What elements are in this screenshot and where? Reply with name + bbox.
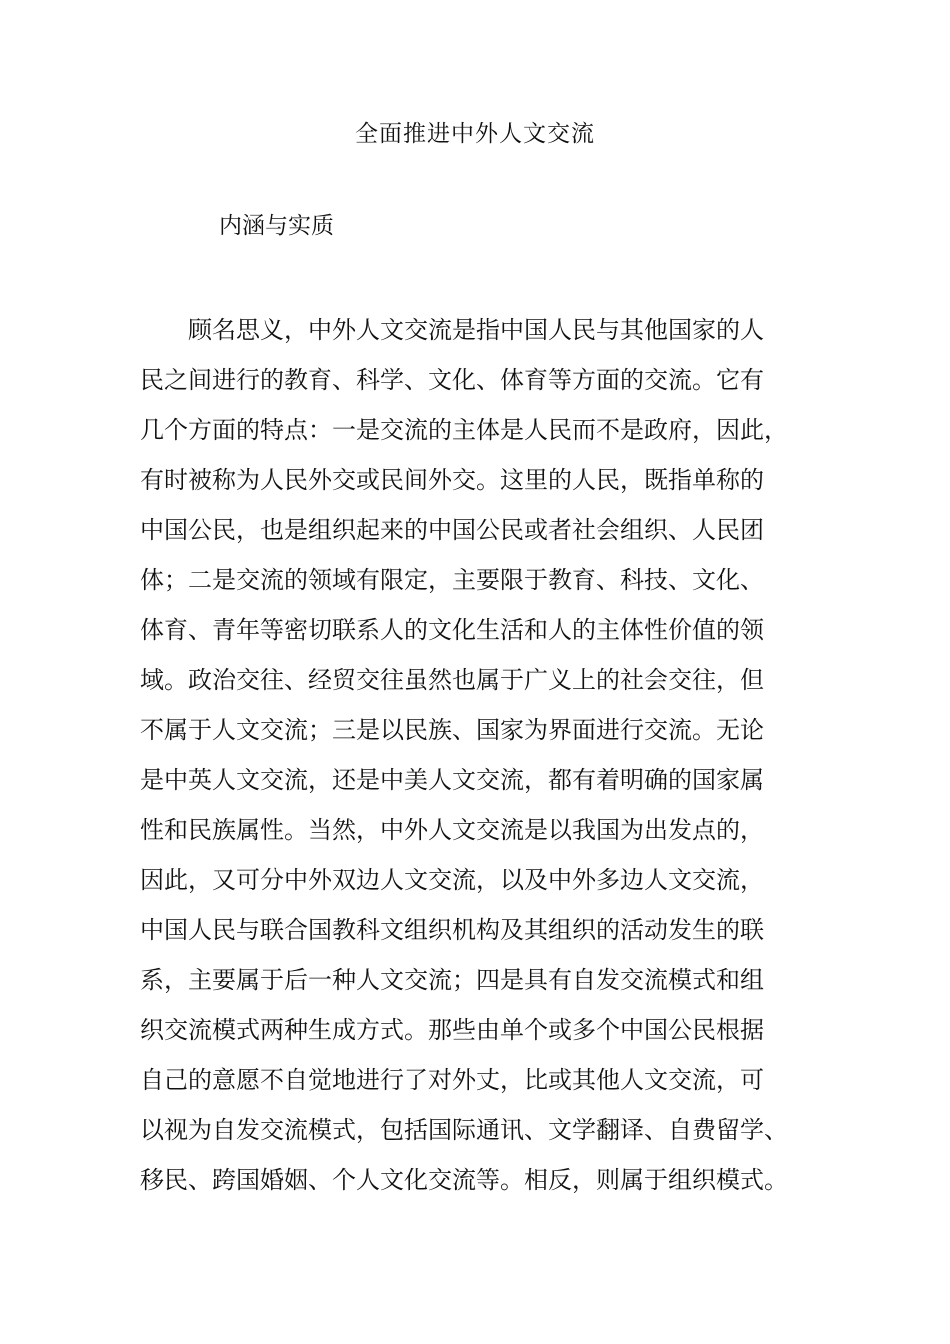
body-line: 织交流模式两种生成方式。那些由单个或多个中国公民根据	[140, 1016, 764, 1044]
body-line: 以视为自发交流模式，包括国际通讯、文学翻译、自费留学、	[140, 1116, 788, 1144]
body-line: 几个方面的特点：一是交流的主体是人民而不是政府，因此，	[140, 416, 788, 444]
body-line: 域。政治交往、经贸交往虽然也属于广义上的社会交往，但	[140, 666, 764, 694]
body-line: 体育、青年等密切联系人的文化生活和人的主体性价值的领	[140, 616, 764, 644]
body-line: 有时被称为人民外交或民间外交。这里的人民，既指单称的	[140, 466, 764, 494]
body-line: 中国公民，也是组织起来的中国公民或者社会组织、人民团	[140, 516, 764, 544]
body-line: 移民、跨国婚姻、个人文化交流等。相反，则属于组织模式。	[140, 1166, 788, 1194]
body-line: 自己的意愿不自觉地进行了对外丈，比或其他人文交流，可	[140, 1066, 764, 1094]
body-line: 是中英人文交流，还是中美人文交流，都有着明确的国家属	[140, 766, 764, 794]
body-line: 不属于人文交流；三是以民族、国家为界面进行交流。无论	[140, 716, 764, 744]
body-line: 因此，又可分中外双边人文交流，以及中外多边人文交流，	[140, 866, 764, 894]
body-line: 中国人民与联合国教科文组织机构及其组织的活动发生的联	[140, 916, 764, 944]
body-line: 系，主要属于后一种人文交流；四是具有自发交流模式和组	[140, 966, 764, 994]
body-paragraph	[140, 305, 830, 1205]
body-line: 性和民族属性。当然，中外人文交流是以我国为出发点的，	[140, 816, 764, 844]
body-line: 顾名思义，中外人文交流是指中国人民与其他国家的人	[188, 316, 764, 344]
section-heading: 内涵与实质	[219, 213, 334, 239]
body-line: 民之间进行的教育、科学、文化、体育等方面的交流。它有	[140, 366, 764, 394]
document-title: 全面推进中外人文交流	[355, 121, 595, 147]
body-line: 体；二是交流的领域有限定，主要限于教育、科技、文化、	[140, 566, 764, 594]
